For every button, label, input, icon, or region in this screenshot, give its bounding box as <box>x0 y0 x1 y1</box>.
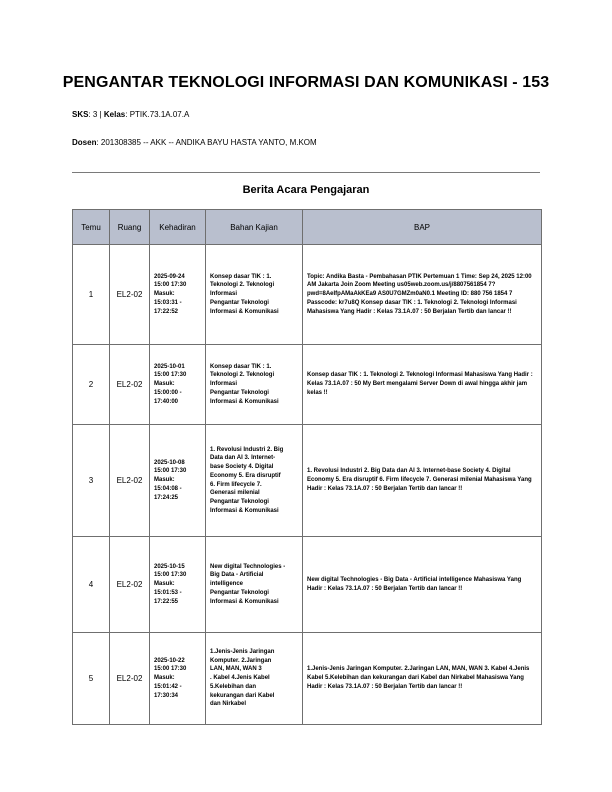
cell-kehadiran: 2025-10-01 15:00 17:30 Masuk: 15:00:00 - 17:40:00 <box>150 345 206 425</box>
cell-ruang: EL2-02 <box>110 245 150 345</box>
cell-bahan-kajian: Konsep dasar TIK : 1. Teknologi 2. Teknologi Informasi Pengantar Teknologi Informasi & Komunikasi <box>206 345 303 425</box>
cell-bahan-kajian: Konsep dasar TIK : 1. Teknologi 2. Teknologi Informasi Pengantar Teknologi Informasi & Komunikasi <box>206 245 303 345</box>
cell-ruang: EL2-02 <box>110 633 150 725</box>
cell-temu: 4 <box>73 537 110 633</box>
cell-ruang: EL2-02 <box>110 345 150 425</box>
kelas-label: Kelas <box>103 110 126 119</box>
dosen-label: Dosen <box>72 138 97 147</box>
cell-kehadiran: 2025-10-08 15:00 17:30 Masuk: 15:04:08 - 17:24:25 <box>150 425 206 537</box>
cell-kehadiran: 2025-09-24 15:00 17:30 Masuk: 15:03:31 - 17:22:52 <box>150 245 206 345</box>
teaching-log-table <box>72 209 542 725</box>
header-ruang: Ruang <box>110 210 150 245</box>
sks-value: : 3 | <box>88 110 102 119</box>
cell-bap: New digital Technologies - Big Data - Artificial intelligence Mahasiswa Yang Hadir : Kelas 73.1A.07 : 50 Berjalan Tertib dan lancar !! <box>303 537 542 633</box>
cell-ruang: EL2-02 <box>110 425 150 537</box>
cell-kehadiran: 2025-10-22 15:00 17:30 Masuk: 15:01:42 - 17:30:34 <box>150 633 206 725</box>
cell-bahan-kajian: 1.Jenis-Jenis Jaringan Komputer. 2.Jaringan LAN, MAN, WAN 3 . Kabel 4.Jenis Kabel 5.Kelebihan dan kekurangan dari Kabel dan Nirkabel <box>206 633 303 725</box>
cell-bap: 1.Jenis-Jenis Jaringan Komputer. 2.Jaringan LAN, MAN, WAN 3. Kabel 4.Jenis Kabel 5.Kelebihan dan kekurangan dari Kabel dan Nirkabel Mahasiswa Yang Hadir : Kelas 73.1A.07 : 50 Berjalan Tertib dan lancar !! <box>303 633 542 725</box>
table-row <box>73 633 542 725</box>
lecturer-info-line <box>72 138 317 147</box>
cell-temu: 1 <box>73 245 110 345</box>
header-kehadiran: Kehadiran <box>150 210 206 245</box>
kelas-value: : PTIK.73.1A.07.A <box>125 110 190 119</box>
cell-bahan-kajian: 1. Revolusi Industri 2. Big Data dan AI 3. Internet- base Society 4. Digital Economy 5. Era disruptif 6. Firm lifecycle 7. Generasi milenial Pengantar Teknologi Informasi & Komunikasi <box>206 425 303 537</box>
dosen-value: : 201308385 -- AKK -- ANDIKA BAYU HASTA YANTO, M.KOM <box>96 138 317 147</box>
cell-kehadiran: 2025-10-15 15:00 17:30 Masuk: 15:01:53 - 17:22:55 <box>150 537 206 633</box>
table-row <box>73 425 542 537</box>
cell-temu: 2 <box>73 345 110 425</box>
cell-bap: 1. Revolusi Industri 2. Big Data dan AI 3. Internet-base Society 4. Digital Economy 5. Era disruptif 6. Firm lifecycle 7. Generasi milenial Mahasiswa Yang Hadir : Kelas 73.1A.07 : 50 Berjalan Tertib dan lancar !! <box>303 425 542 537</box>
header-temu: Temu <box>73 210 110 245</box>
header-bap: BAP <box>303 210 542 245</box>
section-title: Berita Acara Pengajaran <box>242 184 370 196</box>
header-bahan-kajian: Bahan Kajian <box>206 210 303 245</box>
table-header-row <box>73 210 542 245</box>
cell-temu: 3 <box>73 425 110 537</box>
cell-temu: 5 <box>73 633 110 725</box>
table-row <box>73 537 542 633</box>
table-row <box>73 345 542 425</box>
sks-label: SKS <box>72 110 89 119</box>
document-title: PENGANTAR TEKNOLOGI INFORMASI DAN KOMUNIKASI - 153 <box>62 74 550 91</box>
table-row <box>73 245 542 345</box>
course-info-line <box>72 110 189 119</box>
cell-bahan-kajian: New digital Technologies - Big Data - Artificial intelligence Pengantar Teknologi Informasi & Komunikasi <box>206 537 303 633</box>
cell-ruang: EL2-02 <box>110 537 150 633</box>
cell-bap: Konsep dasar TIK : 1. Teknologi 2. Teknologi Informasi Mahasiswa Yang Hadir : Kelas 73.1A.07 : 50 My Bert mengalami Server Down di awal hingga akhir jam kelas !! <box>303 345 542 425</box>
divider <box>72 172 540 173</box>
cell-bap: Topic: Andika Basta - Pembahasan PTIK Pertemuan 1 Time: Sep 24, 2025 12:00 AM Jakarta Join Zoom Meeting us05web.zoom.us/j/8807561854 7?pwd=8AeIfpAMaAkKEa9 AS0U7GMZm0aN0.1 Meeting ID: 880 756 1854 7 Passcode: kr7u8Q Konsep dasar TIK : 1. Teknologi 2. Teknologi Informasi Mahasiswa Yang Hadir : Kelas 73.1A.07 : 50 Berjalan Tertib dan lancar !! <box>303 245 542 345</box>
